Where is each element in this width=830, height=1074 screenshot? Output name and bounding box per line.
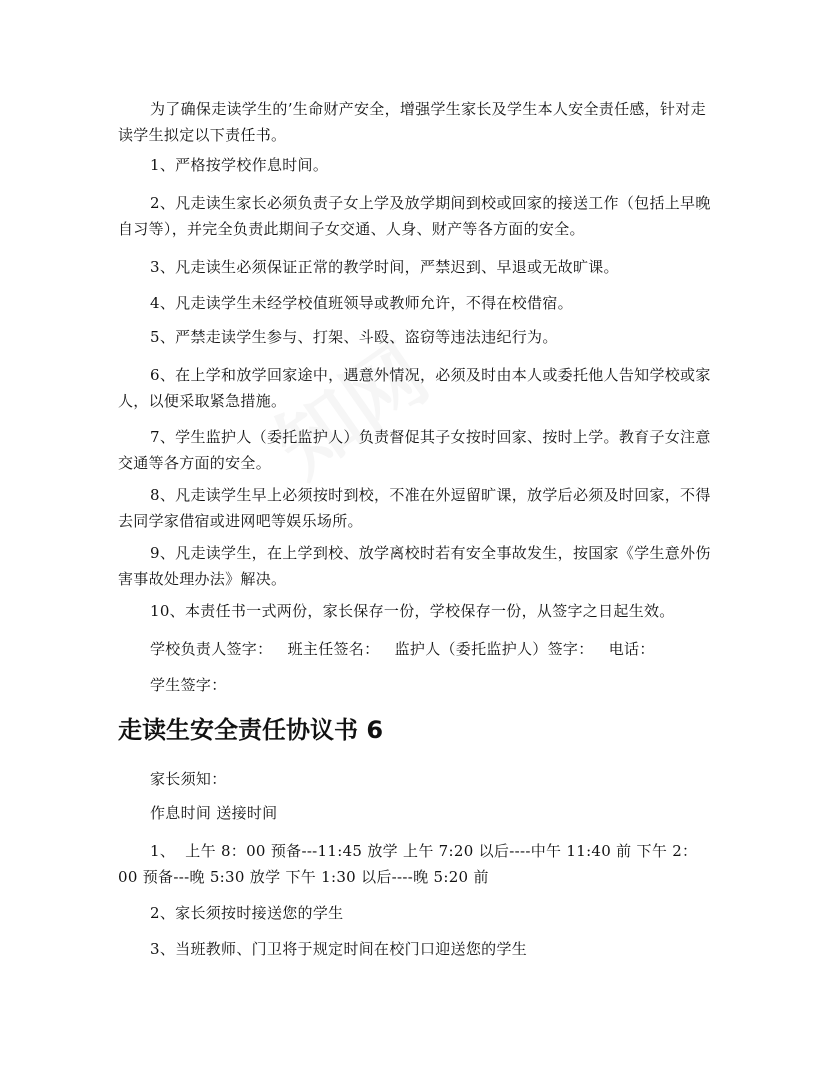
list-item: 8、凡走读学生早上必须按时到校，不准在外逗留旷课，放学后必须及时回家，不得去同学家借宿或进网吧等娱乐场所。 — [118, 486, 711, 530]
list-item: 4、凡走读学生未经学校值班领导或教师允许，不得在校借宿。 — [150, 294, 573, 312]
notice-item: 1、 上午 8：00 预备---11:45 放学 上午 7:20 以后----中午 11:40 前 下午 2：00 预备---晚 5:30 放学 下午 1:30 以后----晚 5:20 前 — [118, 842, 698, 886]
list-item: 10、本责任书一式两份，家长保存一份，学校保存一份，从签字之日起生效。 — [150, 602, 675, 620]
list-item: 3、凡走读生必须保证正常的教学时间，严禁迟到、早退或无故旷课。 — [150, 258, 619, 276]
list-item: 7、学生监护人（委托监护人）负责督促其子女按时回家、按时上学。教育子女注意交通等各方面的安全。 — [118, 428, 711, 472]
intro-paragraph: 为了确保走读学生的’生命财产安全，增强学生家长及学生本人安全责任感，针对走读学生拟定以下责任书。 — [118, 100, 706, 144]
list-item: 9、凡走读学生，在上学到校、放学离校时若有安全事故发生，按国家《学生意外伤害事故处理办法》解决。 — [118, 544, 711, 588]
student-signature-line: 学生签字： — [150, 676, 227, 694]
notice-title: 家长须知： — [150, 770, 227, 788]
section-title: 走读生安全责任协议书 6 — [118, 716, 384, 744]
notice-item: 2、家长须按时接送您的学生 — [150, 904, 344, 922]
notice-item: 3、当班教师、门卫将于规定时间在校门口迎送您的学生 — [150, 940, 528, 958]
signature-line: 学校负责人签字： 班主任签名： 监护人（委托监护人）签字： 电话： — [150, 640, 655, 658]
list-item: 1、严格按学校作息时间。 — [150, 156, 329, 174]
list-item: 6、在上学和放学回家途中，遇意外情况，必须及时由本人或委托他人告知学校或家人，以便采取紧急措施。 — [118, 366, 711, 410]
list-item: 5、严禁走读学生参与、打架、斗殴、盗窃等违法违纪行为。 — [150, 328, 558, 346]
list-item: 2、凡走读生家长必须负责子女上学及放学期间到校或回家的接送工作（包括上早晚自习等），并完全负责此期间子女交通、人身、财产等各方面的安全。 — [118, 194, 711, 238]
time-header: 作息时间 送接时间 — [150, 804, 278, 822]
